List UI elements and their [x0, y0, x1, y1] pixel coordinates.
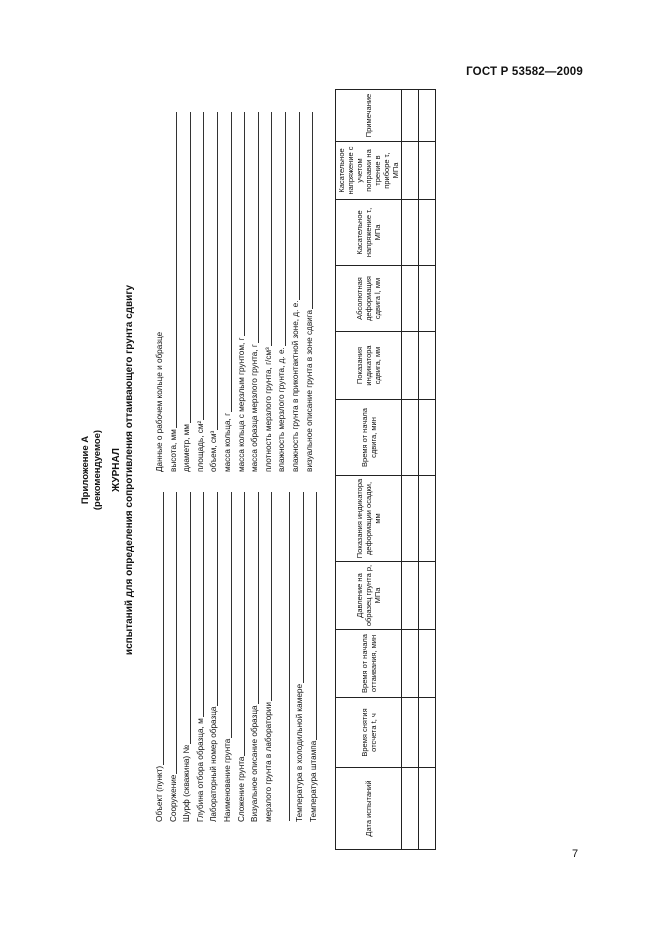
field-frozen-moisture[interactable]: влажность мерзлого грунта, д. е.: [277, 112, 288, 472]
appendix-title: Приложение А: [80, 435, 91, 505]
journal-heading: [110, 90, 136, 850]
journal-table: [335, 89, 436, 850]
field-soil-structure[interactable]: Сложение грунта: [237, 492, 248, 822]
table-header-row: [336, 90, 402, 850]
table-cell[interactable]: [419, 332, 436, 400]
fields-right-column: [155, 112, 318, 472]
table-row[interactable]: [402, 90, 419, 850]
field-soil-name[interactable]: Наименование грунта: [223, 492, 234, 822]
table-cell[interactable]: [419, 768, 436, 850]
field-object[interactable]: Объект (пункт): [155, 492, 166, 822]
table-row[interactable]: [419, 90, 436, 850]
col-corrected-shear-stress: Касательное напряжение с учетом поправки на трение в приборе τ, МПа: [336, 142, 402, 200]
page-number: 7: [572, 848, 579, 860]
table-cell[interactable]: [402, 476, 419, 562]
field-lab-number[interactable]: Лабораторный номер образца: [209, 492, 220, 822]
table-cell[interactable]: [402, 266, 419, 332]
field-chamber-temperature[interactable]: Температура в холодильной камере: [295, 492, 306, 822]
field-ring-frozen-mass[interactable]: масса кольца с мерзлым грунтом, г: [237, 112, 248, 472]
table-cell[interactable]: [419, 200, 436, 266]
appendix-subtitle: (рекомендуемое): [92, 429, 103, 511]
field-diameter[interactable]: диаметр, мм: [182, 112, 193, 472]
field-volume[interactable]: объем, см³: [209, 112, 220, 472]
col-note: Примечание: [336, 90, 402, 142]
rotated-content: [80, 90, 575, 850]
table-cell[interactable]: [402, 200, 419, 266]
table-cell[interactable]: [402, 562, 419, 630]
table-cell[interactable]: [419, 400, 436, 476]
table-cell[interactable]: [419, 630, 436, 698]
standard-number: ГОСТ Р 53582—2009: [466, 66, 583, 78]
appendix-heading: [80, 90, 104, 850]
field-ring-mass[interactable]: масса кольца, г: [223, 112, 234, 472]
col-thaw-time: Время от начала оттаивания, мин: [336, 630, 402, 698]
field-pit-number[interactable]: Шурф (скважина) №: [182, 492, 193, 822]
field-frozen-soil-lab[interactable]: мерзлого грунта в лаборатории: [264, 492, 275, 822]
table-cell[interactable]: [419, 698, 436, 768]
table-cell[interactable]: [419, 90, 436, 142]
field-structure[interactable]: Сооружение: [169, 492, 180, 822]
journal-subtitle: испытаний для определения сопротивления оттаивающего грунта сдвигу: [124, 284, 135, 656]
col-shear-time: Время от начала сдвига, мин: [336, 400, 402, 476]
col-shear-stress: Касательное напряжение τ, МПа: [336, 200, 402, 266]
table-cell[interactable]: [419, 476, 436, 562]
table-cell[interactable]: [402, 332, 419, 400]
field-frozen-density[interactable]: плотность мерзлого грунта, г/см³: [264, 112, 275, 472]
table-cell[interactable]: [419, 266, 436, 332]
table-cell[interactable]: [402, 90, 419, 142]
table-cell[interactable]: [402, 768, 419, 850]
field-sampling-depth[interactable]: Глубина отбора образца, м: [196, 492, 207, 822]
field-shear-zone-description[interactable]: визуальное описание грунта в зоне сдвига: [305, 112, 316, 472]
table-cell[interactable]: [402, 142, 419, 200]
col-pressure: Давление на образец грунта p, МПа: [336, 562, 402, 630]
field-area[interactable]: площадь, см²: [196, 112, 207, 472]
ring-data-heading: Данные о рабочем кольце и образце: [155, 331, 164, 472]
col-settlement-indicator: Показания индикатора деформации осадки, мм: [336, 476, 402, 562]
col-absolute-shear: Абсолютная деформация сдвига l, мм: [336, 266, 402, 332]
col-shear-indicator: Показания индикатора сдвига, мм: [336, 332, 402, 400]
form-fields: [155, 112, 325, 822]
journal-title: ЖУРНАЛ: [111, 448, 122, 492]
table-cell[interactable]: [402, 698, 419, 768]
field-visual-description[interactable]: Визуальное описание образца: [250, 492, 261, 822]
fields-left-column: [155, 492, 322, 822]
table-cell[interactable]: [419, 142, 436, 200]
field-contact-moisture[interactable]: влажность грунта в приконтактной зоне, д. е.: [291, 112, 302, 472]
field-stamp-temperature[interactable]: Температура штампа: [309, 492, 320, 822]
col-reading-time: Время снятия отсчета t, ч: [336, 698, 402, 768]
field-blank-line[interactable]: [281, 492, 292, 822]
field-sample-mass[interactable]: масса образца мерзлого грунта, г: [250, 112, 261, 472]
table-cell[interactable]: [419, 562, 436, 630]
field-height[interactable]: высота, мм: [169, 112, 180, 472]
col-date: Дата испытаний: [336, 768, 402, 850]
table-cell[interactable]: [402, 400, 419, 476]
table-cell[interactable]: [402, 630, 419, 698]
